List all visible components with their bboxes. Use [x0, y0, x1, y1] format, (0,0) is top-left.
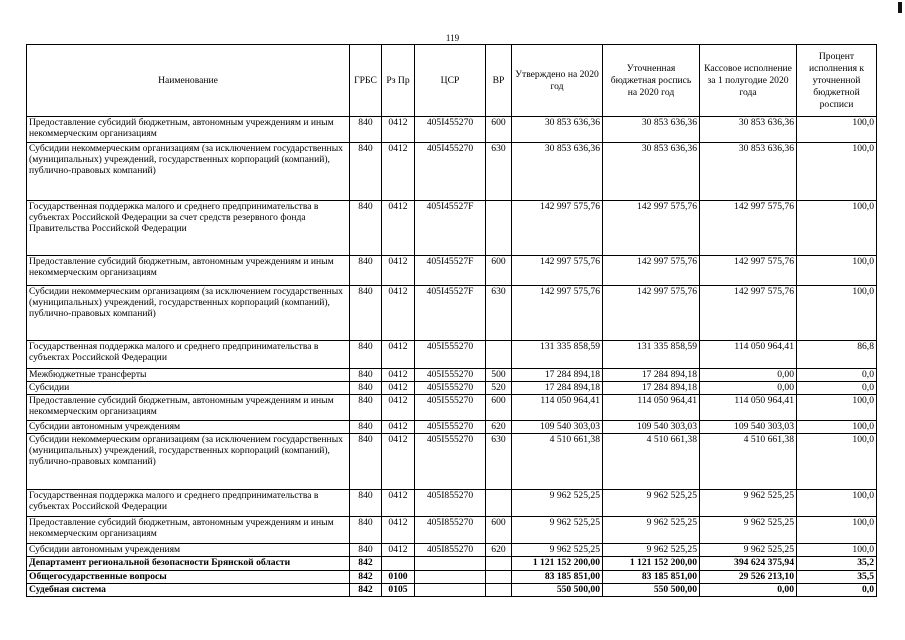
cell-grbs: 840 [350, 490, 382, 517]
table-row [27, 395, 877, 421]
cell-cash: 0,00 [700, 369, 797, 382]
cell-cash: 142 997 575,76 [700, 286, 797, 341]
cell-vr: 630 [486, 286, 512, 341]
cell-approved: 142 997 575,76 [512, 201, 603, 256]
cell-approved: 17 284 894,18 [512, 369, 603, 382]
cell-approved: 131 335 858,59 [512, 341, 603, 369]
cell-vr: 600 [486, 517, 512, 544]
cell-cash: 109 540 303,03 [700, 421, 797, 434]
cell-csr: 405I455270 [415, 117, 486, 143]
cell-name: Предоставление субсидий бюджетным, автономным учреждениям и иным некоммерческим организациям [27, 117, 350, 143]
cell-csr: 405I555270 [415, 395, 486, 421]
cell-refined: 550 500,00 [603, 584, 700, 597]
cell-percent: 86,8 [797, 341, 877, 369]
page-number: 119 [445, 33, 460, 43]
cell-name: Субсидии автономным учреждениям [27, 544, 350, 557]
cell-rzpr: 0412 [382, 341, 415, 369]
cell-percent: 100,0 [797, 117, 877, 143]
cell-refined: 109 540 303,03 [603, 421, 700, 434]
cell-percent: 0,0 [797, 382, 877, 395]
cell-percent: 100,0 [797, 395, 877, 421]
cell-rzpr: 0100 [382, 571, 415, 584]
cell-rzpr: 0412 [382, 544, 415, 557]
cell-percent: 100,0 [797, 143, 877, 201]
cell-cash: 9 962 525,25 [700, 544, 797, 557]
cell-vr [486, 201, 512, 256]
cell-grbs: 840 [350, 117, 382, 143]
cell-refined: 9 962 525,25 [603, 490, 700, 517]
cell-grbs: 840 [350, 341, 382, 369]
cell-grbs: 840 [350, 421, 382, 434]
cell-grbs: 840 [350, 517, 382, 544]
cell-vr: 630 [486, 143, 512, 201]
cell-csr: 405I555270 [415, 382, 486, 395]
cell-name: Субсидии некоммерческим организациям (за исключением государственных (муниципальных) учреждений, государственных корпораций (компаний), публично-правовых компаний) [27, 286, 350, 341]
cell-vr: 600 [486, 395, 512, 421]
cell-csr: 405I555270 [415, 341, 486, 369]
cell-vr: 620 [486, 544, 512, 557]
header-refined: Уточненная бюджетная роспись на 2020 год [603, 45, 700, 117]
header-vr: ВР [486, 45, 512, 117]
cell-grbs: 840 [350, 382, 382, 395]
cell-vr [486, 490, 512, 517]
cell-grbs: 840 [350, 286, 382, 341]
cell-cash: 114 050 964,41 [700, 341, 797, 369]
table-row [27, 117, 877, 143]
cell-grbs: 842 [350, 571, 382, 584]
cell-vr [486, 557, 512, 571]
cell-rzpr: 0412 [382, 117, 415, 143]
cell-name: Предоставление субсидий бюджетным, автономным учреждениям и иным некоммерческим организациям [27, 395, 350, 421]
cell-name: Субсидии автономным учреждениям [27, 421, 350, 434]
cell-percent: 35,2 [797, 557, 877, 571]
table-row [27, 490, 877, 517]
cell-rzpr: 0412 [382, 256, 415, 286]
cell-refined: 17 284 894,18 [603, 369, 700, 382]
cell-cash: 29 526 213,10 [700, 571, 797, 584]
cell-refined: 142 997 575,76 [603, 256, 700, 286]
table-row [27, 256, 877, 286]
cell-rzpr: 0412 [382, 490, 415, 517]
cell-name: Судебная система [27, 584, 350, 597]
cell-csr: 405I555270 [415, 434, 486, 490]
cell-cash: 0,00 [700, 584, 797, 597]
table-row [27, 382, 877, 395]
cell-refined: 30 853 636,36 [603, 117, 700, 143]
cell-cash: 394 624 375,94 [700, 557, 797, 571]
cell-percent: 100,0 [797, 434, 877, 490]
cell-grbs: 840 [350, 544, 382, 557]
cell-vr: 600 [486, 256, 512, 286]
cell-vr: 620 [486, 421, 512, 434]
cell-refined: 30 853 636,36 [603, 143, 700, 201]
table-row [27, 369, 877, 382]
cell-grbs: 840 [350, 201, 382, 256]
cell-name: Субсидии некоммерческим организациям (за исключением государственных (муниципальных) учреждений, государственных корпораций (компаний), публично-правовых компаний) [27, 434, 350, 490]
cell-csr: 405I45527F [415, 286, 486, 341]
cell-refined: 9 962 525,25 [603, 544, 700, 557]
cell-refined: 142 997 575,76 [603, 286, 700, 341]
cell-vr [486, 571, 512, 584]
cell-grbs: 842 [350, 557, 382, 571]
cell-percent: 100,0 [797, 256, 877, 286]
cell-approved: 9 962 525,25 [512, 544, 603, 557]
cell-refined: 17 284 894,18 [603, 382, 700, 395]
cell-percent: 0,0 [797, 584, 877, 597]
cell-rzpr: 0412 [382, 517, 415, 544]
cell-cash: 30 853 636,36 [700, 117, 797, 143]
table-row [27, 421, 877, 434]
cell-cash: 0,00 [700, 382, 797, 395]
cell-percent: 35,5 [797, 571, 877, 584]
cell-refined: 131 335 858,59 [603, 341, 700, 369]
cell-name: Общегосударственные вопросы [27, 571, 350, 584]
cell-approved: 1 121 152 200,00 [512, 557, 603, 571]
cell-csr: 405I45527F [415, 256, 486, 286]
cell-cash: 142 997 575,76 [700, 201, 797, 256]
cell-cash: 9 962 525,25 [700, 517, 797, 544]
cell-name: Субсидии [27, 382, 350, 395]
cell-percent: 100,0 [797, 544, 877, 557]
cell-name: Государственная поддержка малого и среднего предпринимательства в субъектах Российской Федерации [27, 490, 350, 517]
cell-vr: 500 [486, 369, 512, 382]
table-row [27, 341, 877, 369]
cell-vr: 600 [486, 117, 512, 143]
cell-csr: 405I45527F [415, 201, 486, 256]
cell-grbs: 842 [350, 584, 382, 597]
cell-percent: 0,0 [797, 369, 877, 382]
cell-rzpr [382, 557, 415, 571]
table-row [27, 286, 877, 341]
cell-approved: 9 962 525,25 [512, 490, 603, 517]
cell-approved: 30 853 636,36 [512, 143, 603, 201]
cell-refined: 1 121 152 200,00 [603, 557, 700, 571]
cell-approved: 17 284 894,18 [512, 382, 603, 395]
cell-csr: 405I555270 [415, 421, 486, 434]
cell-percent: 100,0 [797, 286, 877, 341]
cell-name: Департамент региональной безопасности Брянской области [27, 557, 350, 571]
cell-rzpr: 0105 [382, 584, 415, 597]
cell-rzpr: 0412 [382, 143, 415, 201]
cell-cash: 4 510 661,38 [700, 434, 797, 490]
table-body [27, 117, 877, 597]
cell-csr: 405I555270 [415, 369, 486, 382]
cell-cash: 30 853 636,36 [700, 143, 797, 201]
cell-rzpr: 0412 [382, 395, 415, 421]
cell-refined: 142 997 575,76 [603, 201, 700, 256]
cell-vr: 520 [486, 382, 512, 395]
cell-csr: 405I855270 [415, 544, 486, 557]
header-approved: Утверждено на 2020 год [512, 45, 603, 117]
cell-refined: 114 050 964,41 [603, 395, 700, 421]
cell-approved: 142 997 575,76 [512, 286, 603, 341]
cell-rzpr: 0412 [382, 421, 415, 434]
cell-percent: 100,0 [797, 201, 877, 256]
cell-cash: 142 997 575,76 [700, 256, 797, 286]
cell-name: Межбюджетные трансферты [27, 369, 350, 382]
cell-approved: 30 853 636,36 [512, 117, 603, 143]
cell-approved: 9 962 525,25 [512, 517, 603, 544]
cell-csr: 405I855270 [415, 490, 486, 517]
cell-name: Предоставление субсидий бюджетным, автономным учреждениям и иным некоммерческим организациям [27, 517, 350, 544]
cell-name: Субсидии некоммерческим организациям (за исключением государственных (муниципальных) учреждений, государственных корпораций (компаний), публично-правовых компаний) [27, 143, 350, 201]
cell-approved: 83 185 851,00 [512, 571, 603, 584]
cell-cash: 9 962 525,25 [700, 490, 797, 517]
cell-grbs: 840 [350, 143, 382, 201]
cell-percent: 100,0 [797, 490, 877, 517]
scan-edge-mark [898, 2, 902, 13]
header-cash: Кассовое исполнение за 1 полугодие 2020 года [700, 45, 797, 117]
cell-csr [415, 571, 486, 584]
cell-name: Предоставление субсидий бюджетным, автономным учреждениям и иным некоммерческим организациям [27, 256, 350, 286]
cell-refined: 9 962 525,25 [603, 517, 700, 544]
cell-csr [415, 584, 486, 597]
cell-grbs: 840 [350, 256, 382, 286]
table-row [27, 571, 877, 584]
cell-name: Государственная поддержка малого и среднего предпринимательства в субъектах Российской Федерации [27, 341, 350, 369]
cell-grbs: 840 [350, 395, 382, 421]
cell-rzpr: 0412 [382, 286, 415, 341]
header-row [27, 45, 877, 117]
cell-percent: 100,0 [797, 517, 877, 544]
cell-refined: 4 510 661,38 [603, 434, 700, 490]
table-row [27, 434, 877, 490]
header-name: Наименование [27, 45, 350, 117]
cell-rzpr: 0412 [382, 382, 415, 395]
cell-csr: 405I855270 [415, 517, 486, 544]
cell-rzpr: 0412 [382, 201, 415, 256]
cell-vr [486, 584, 512, 597]
cell-vr: 630 [486, 434, 512, 490]
cell-cash: 114 050 964,41 [700, 395, 797, 421]
cell-rzpr: 0412 [382, 369, 415, 382]
cell-approved: 142 997 575,76 [512, 256, 603, 286]
cell-approved: 4 510 661,38 [512, 434, 603, 490]
header-percent: Процент исполнения к уточненной бюджетной росписи [797, 45, 877, 117]
cell-csr [415, 557, 486, 571]
cell-rzpr: 0412 [382, 434, 415, 490]
cell-percent: 100,0 [797, 421, 877, 434]
cell-grbs: 840 [350, 369, 382, 382]
table-row [27, 201, 877, 256]
budget-table [26, 44, 877, 597]
table-row [27, 143, 877, 201]
table-row [27, 517, 877, 544]
cell-csr: 405I455270 [415, 143, 486, 201]
cell-approved: 109 540 303,03 [512, 421, 603, 434]
cell-name: Государственная поддержка малого и среднего предпринимательства в субъектах Российской Федерации за счет средств резервного фонда Правительства Российской Федерации [27, 201, 350, 256]
cell-approved: 114 050 964,41 [512, 395, 603, 421]
cell-refined: 83 185 851,00 [603, 571, 700, 584]
table-row [27, 557, 877, 571]
cell-grbs: 840 [350, 434, 382, 490]
header-csr: ЦСР [415, 45, 486, 117]
header-grbs: ГРБС [350, 45, 382, 117]
header-rzpr: Рз Пр [382, 45, 415, 117]
table-row [27, 544, 877, 557]
cell-approved: 550 500,00 [512, 584, 603, 597]
table-row [27, 584, 877, 597]
cell-vr [486, 341, 512, 369]
